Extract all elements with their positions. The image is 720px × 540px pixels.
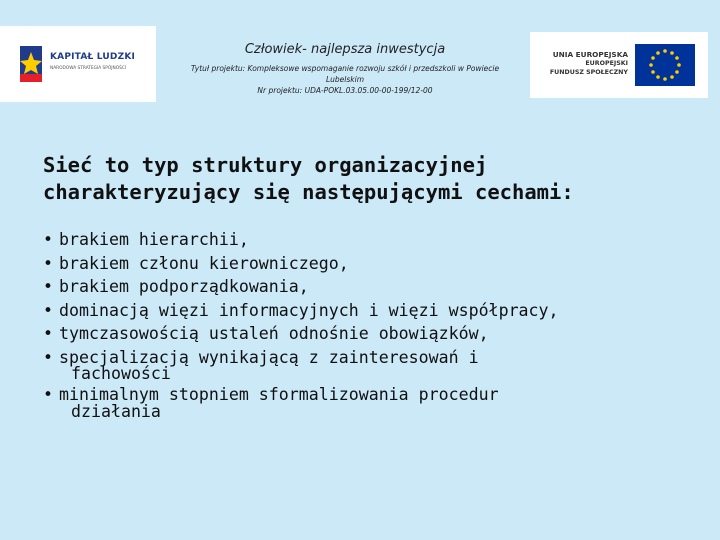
bullet-icon: • xyxy=(43,385,53,404)
list-item xyxy=(43,275,713,299)
list-item xyxy=(43,322,713,346)
list-item xyxy=(43,299,713,323)
list-item xyxy=(43,252,713,276)
list-item-text: dominacją więzi informacyjnych i więzi współpracy, xyxy=(59,300,559,320)
kapital-ludzki-title: KAPITAŁ LUDZKI xyxy=(50,52,136,62)
list-item-text: brakiem członu kierowniczego, xyxy=(59,253,349,273)
bullet-icon: • xyxy=(43,324,53,343)
list-item-text: specjalizacją wynikającą z zainteresowań i xyxy=(59,347,479,367)
list-item-continuation: działania xyxy=(71,401,161,421)
project-header xyxy=(160,42,530,96)
bullet-icon: • xyxy=(43,347,53,367)
list-item-text: brakiem podporządkowania, xyxy=(59,277,309,296)
bullet-icon: • xyxy=(43,230,53,249)
slogan-title: Człowiek- najlepsza inwestycja xyxy=(244,42,446,57)
eu-line-3: FUNDUSZ SPOŁECZNY xyxy=(549,69,628,76)
eu-line-2: EUROPEJSKI xyxy=(585,60,628,67)
list-item xyxy=(43,383,713,421)
list-item-text: tymczasowością ustaleń odnośnie obowiązków, xyxy=(59,324,489,343)
eu-flag-icon xyxy=(635,44,695,86)
heading-line-2: charakteryzujący się następującymi cechami: xyxy=(43,180,574,204)
project-number: Nr projektu: UDA-POKL.03.05.00-00-199/12-00 xyxy=(257,86,433,95)
list-item xyxy=(43,346,713,384)
eu-logo-text xyxy=(550,50,628,77)
eu-logo xyxy=(530,32,708,98)
feature-list xyxy=(43,228,713,421)
heading-line-1: Sieć to typ struktury organizacyjnej xyxy=(43,153,488,177)
list-item-continuation: fachowości xyxy=(71,364,171,383)
list-item xyxy=(43,228,713,252)
project-title-line1: Tytuł projektu: Kompleksowe wspomaganie rozwoju szkół i przedszkoli w Powiecie xyxy=(190,64,500,73)
list-item-text: minimalnym stopniem sformalizowania procedur xyxy=(59,385,499,404)
eu-line-1: UNIA EUROPEJSKA xyxy=(552,50,628,59)
bullet-icon: • xyxy=(43,300,53,320)
kapital-ludzki-subtitle: NARODOWA STRATEGIA SPÓJNOŚCI xyxy=(50,66,127,71)
kapital-ludzki-logo xyxy=(0,26,156,102)
kapital-ludzki-star-icon xyxy=(18,44,44,84)
slide-heading xyxy=(43,152,693,206)
list-item-text: brakiem hierarchii, xyxy=(59,230,249,249)
project-title-line2: Lubelskim xyxy=(325,75,365,84)
bullet-icon: • xyxy=(43,277,53,296)
bullet-icon: • xyxy=(43,253,53,273)
